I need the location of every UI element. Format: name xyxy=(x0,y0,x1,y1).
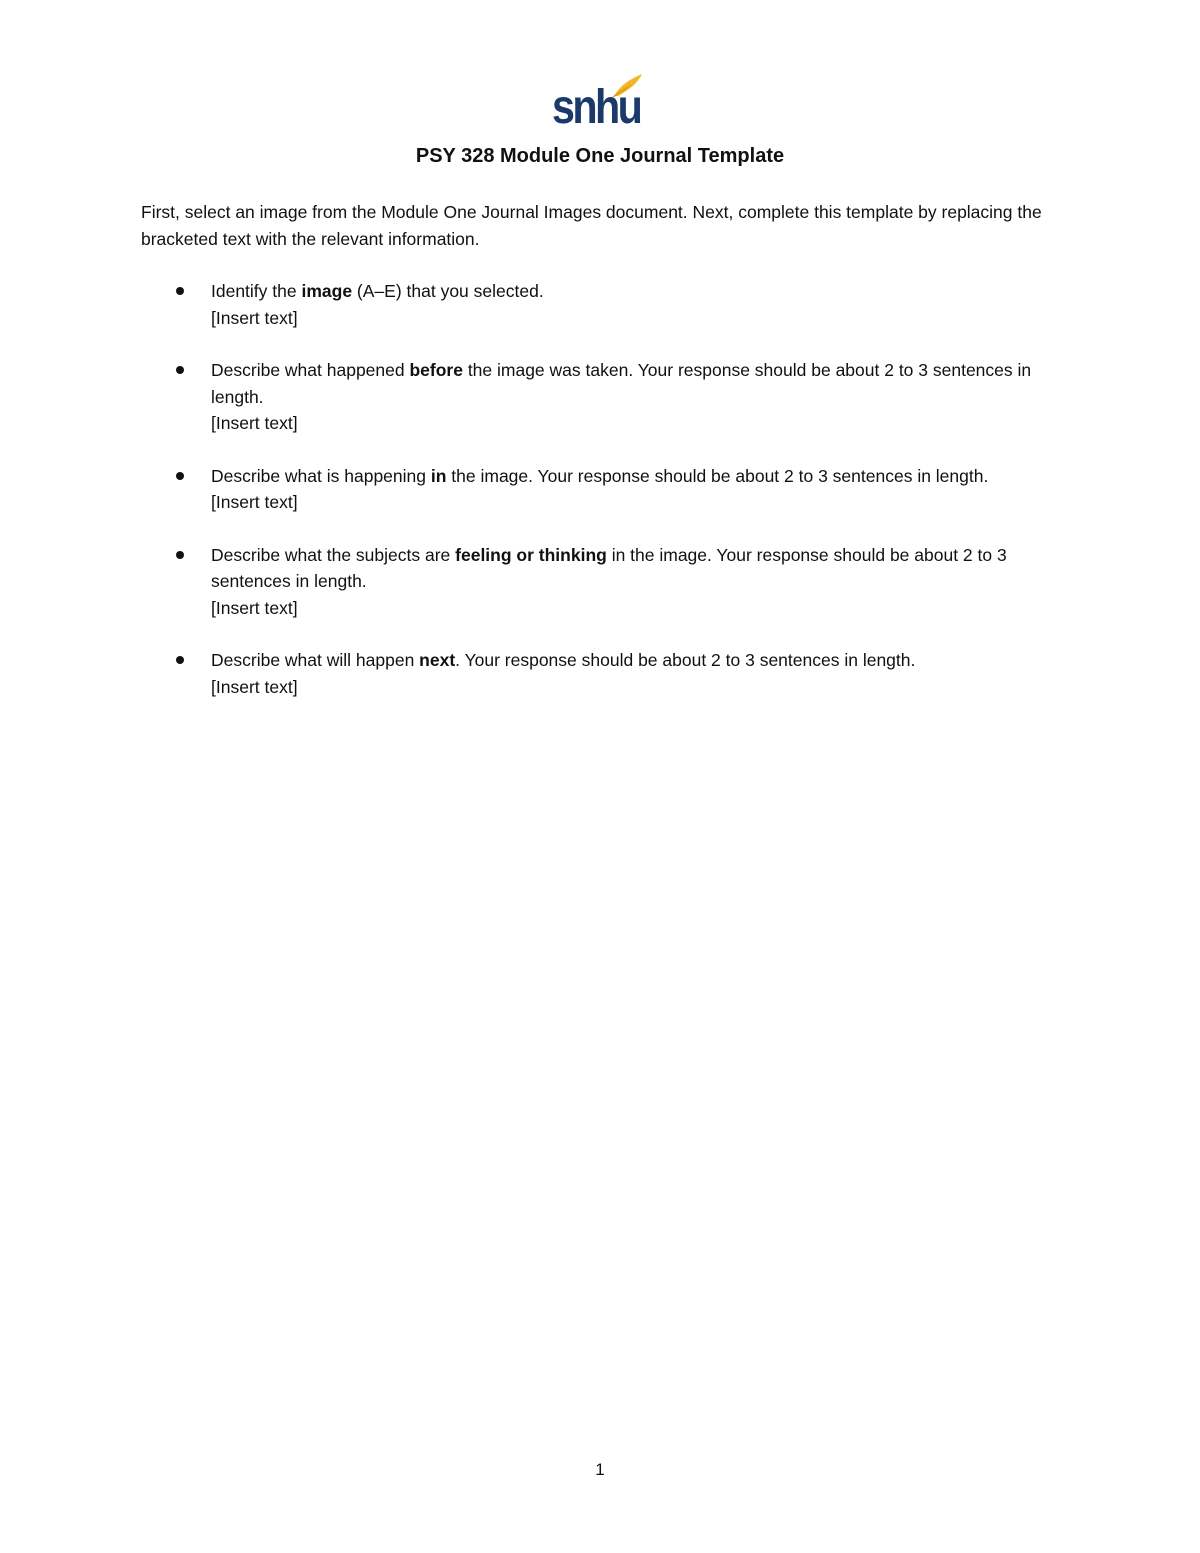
list-item-text xyxy=(211,647,1061,700)
list-item xyxy=(0,463,1200,516)
page-number: 1 xyxy=(595,1460,605,1479)
bullet-icon xyxy=(176,551,184,559)
prompt-text: Describe what happened before the image was taken. Your response should be about 2 to 3 sentences in length. xyxy=(211,360,1032,407)
page-title: PSY 328 Module One Journal Template xyxy=(415,145,785,167)
prompt-text: Identify the image (A–E) that you selected. xyxy=(211,281,544,301)
bullet-icon xyxy=(176,472,184,480)
prompt-list xyxy=(0,278,1200,726)
prompt-text: Describe what will happen next. Your response should be about 2 to 3 sentences in length. xyxy=(211,650,916,670)
prompt-text: Describe what is happening in the image. Your response should be about 2 to 3 sentences in length. xyxy=(211,465,989,486)
bullet-icon xyxy=(176,366,184,374)
list-item xyxy=(0,647,1200,700)
bullet-icon xyxy=(176,287,184,295)
insert-text-placeholder[interactable]: [Insert text] xyxy=(211,676,298,697)
insert-text-placeholder[interactable]: [Insert text] xyxy=(211,413,298,433)
insert-text-placeholder[interactable]: [Insert text] xyxy=(211,492,298,512)
list-item-text xyxy=(211,463,1061,516)
list-item xyxy=(0,357,1200,437)
logo-wordmark: snhu xyxy=(552,81,641,134)
snhu-logo xyxy=(552,72,644,136)
insert-text-placeholder[interactable]: [Insert text] xyxy=(211,307,298,328)
insert-text-placeholder[interactable]: [Insert text] xyxy=(211,597,298,618)
list-item xyxy=(0,278,1200,331)
list-item-text xyxy=(211,542,1061,622)
list-item xyxy=(0,542,1200,622)
prompt-text: Describe what the subjects are feeling or thinking in the image. Your response should be about 2 to 3 sentences in length. xyxy=(211,544,1007,591)
list-item-text xyxy=(211,278,1061,331)
intro-paragraph: First, select an image from the Module One Journal Images document. Next, complete this template by replacing the bracketed text with the relevant information. xyxy=(141,202,1042,249)
bullet-icon xyxy=(176,656,184,664)
list-item-text xyxy=(211,357,1061,437)
